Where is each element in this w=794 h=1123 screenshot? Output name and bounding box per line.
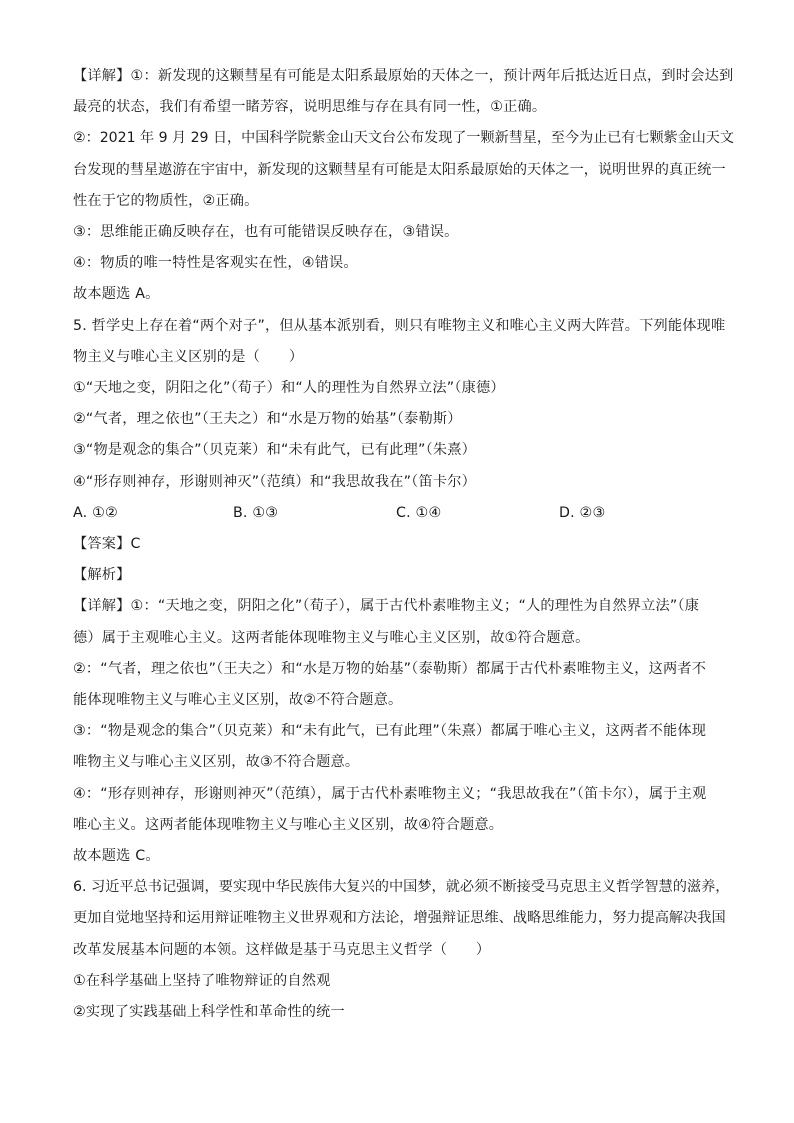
answer-option: B. ①③ xyxy=(233,504,279,521)
answer-option: D. ②③ xyxy=(559,504,606,521)
text-line: ①“天地之变，阴阳之化”（荀子）和“人的理性为自然界立法”（康德） xyxy=(73,380,505,396)
text-line: 5. 哲学史上存在着“两个对子”，但从基本派别看，则只有唯物主义和唯心主义两大阵营。下列能体现唯 xyxy=(73,317,726,334)
text-line: 6. 习近平总书记强调，要实现中华民族伟大复兴的中国梦，就必须不断接受马克思主义哲学智慧的滋养， xyxy=(73,879,730,896)
text-line: ③：“物是观念的集合”（贝克莱）和“未有此气，已有此理”（朱熹）都属于唯心主义，这两者不能体现 xyxy=(73,723,707,740)
text-line: 最亮的状态，我们有希望一睹芳容，说明思维与存在具有同一性，①正确。 xyxy=(73,99,547,116)
text-line: 【答案】C xyxy=(73,536,141,552)
text-line: ②：“气者，理之依也”（王夫之）和“水是万物的始基”（泰勒斯）都属于古代朴素唯物主义，这两者不 xyxy=(73,660,707,677)
text-line: ①在科学基础上坚持了唯物辩证的自然观 xyxy=(73,972,331,989)
text-line: ②实现了实践基础上科学性和革命性的统一 xyxy=(73,1004,345,1020)
text-line: ③：思维能正确反映存在，也有可能错误反映存在，③错误。 xyxy=(73,224,459,240)
text-line: 物主义与唯心主义区别的是（ ） xyxy=(73,348,304,365)
answer-option: C. ①④ xyxy=(396,504,442,521)
text-line: ②“气者，理之依也”（王夫之）和“水是万物的始基”（泰勒斯） xyxy=(73,411,462,428)
text-line: 性在于它的物质性，②正确。 xyxy=(73,192,259,209)
text-line: ④：“形存则神存，形谢则神灭”（范缜），属于古代朴素唯物主义；“我思故我在”（笛卡尔），属于主观 xyxy=(73,785,707,802)
answer-option: A. ①② xyxy=(73,504,118,521)
text-line: 更加自觉地坚持和运用辩证唯物主义世界观和方法论，增强辩证思维、战略思维能力，努力提高解决我国 xyxy=(73,910,726,927)
text-line: 唯物主义与唯心主义区别，故③不符合题意。 xyxy=(73,754,360,771)
text-line: 【详解】①：新发现的这颗彗星有可能是太阳系最原始的天体之一，预计两年后抵达近日点，到时会达到 xyxy=(73,68,734,84)
text-line: 台发现的彗星遨游在宇宙中，新发现的这颗彗星有可能是太阳系最原始的天体之一，说明世界的真正统一 xyxy=(73,161,726,178)
text-line: 能体现唯物主义与唯心主义区别，故②不符合题意。 xyxy=(73,692,403,708)
text-line: 【解析】 xyxy=(73,567,131,584)
text-line: ④“形存则神存，形谢则神灭”（范缜）和“我思故我在”（笛卡尔） xyxy=(73,473,476,490)
text-line: 唯心主义。这两者能体现唯物主义与唯心主义区别，故④符合题意。 xyxy=(73,816,504,833)
text-line: ④：物质的唯一特性是客观实在性，④错误。 xyxy=(73,255,358,272)
text-line: ③“物是观念的集合”（贝克莱）和“未有此气，已有此理”（朱熹） xyxy=(73,442,476,459)
text-line: 故本题选 A。 xyxy=(73,286,160,303)
text-line: 【详解】①：“天地之变，阴阳之化”（荀子），属于古代朴素唯物主义；“人的理性为自然界立法”（康 xyxy=(73,598,700,615)
text-line: ②：2021 年 9 月 29 日，中国科学院紫金山天文台公布发现了一颗新彗星，至今为止已有七颗紫金山天文 xyxy=(73,130,734,147)
text-line: 德）属于主观唯心主义。这两者能体现唯物主义与唯心主义区别，故①符合题意。 xyxy=(73,629,590,646)
text-line: 故本题选 C。 xyxy=(73,848,160,864)
text-line: 改革发展基本问题的本领。这样做是基于马克思主义哲学（ ） xyxy=(73,941,491,958)
